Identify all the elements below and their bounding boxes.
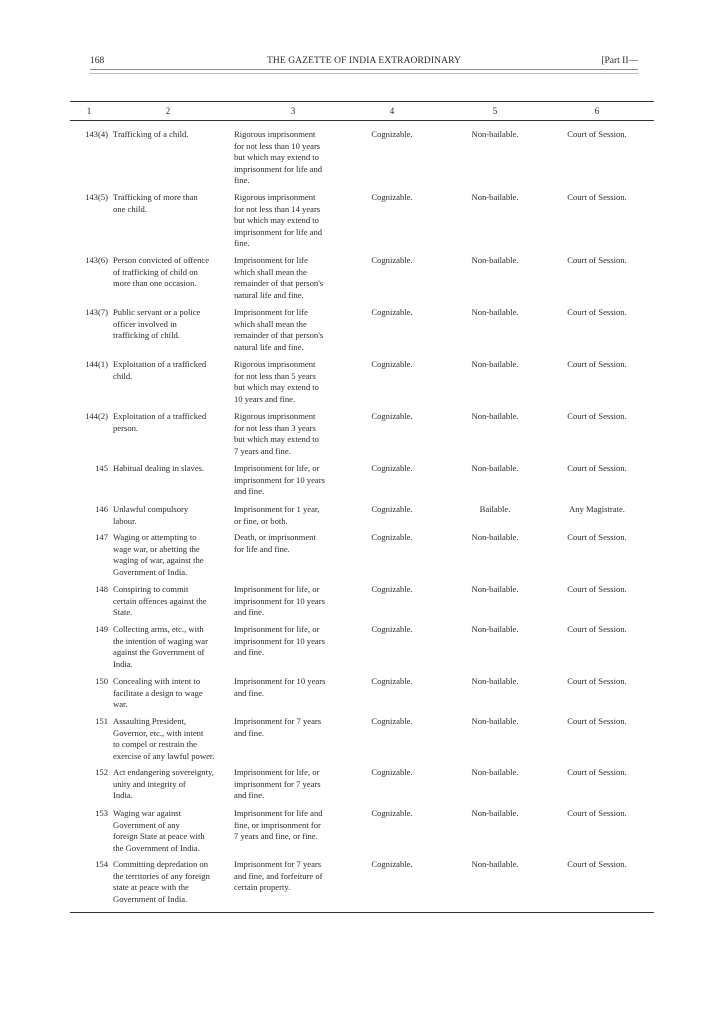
offence-cell-line: the territories of any foreign [113, 870, 210, 881]
table-header-row [70, 102, 654, 121]
punishment-cell-line: imprisonment for 7 years [234, 778, 321, 789]
punishment-cell-line: fine. [234, 238, 250, 249]
punishment-cell [234, 129, 352, 187]
punishment-cell-line: for not less than 5 years [234, 370, 316, 381]
punishment-cell-line: Rigorous imprisonment [234, 192, 316, 202]
punishment-cell-line: which shall mean the [234, 266, 307, 277]
punishment-cell-line: remainder of that person's [234, 278, 324, 289]
punishment-cell-line: and fine, and forfeiture of [234, 870, 323, 881]
cognizable-cell: Cognizable. [371, 255, 413, 265]
court-cell: Court of Session. [567, 307, 627, 317]
punishment-cell [234, 624, 352, 659]
page-number: 168 [90, 56, 105, 66]
offence-cell-line: Collecting arms, etc., with [113, 624, 204, 634]
offence-cell-line: Person convicted of offence [113, 255, 210, 265]
offence-cell-line: Unlawful compulsory [113, 504, 189, 514]
section-cell: 150 [95, 676, 108, 686]
punishment-cell-line: imprisonment for 10 years [234, 474, 325, 485]
offence-cell-line: state at peace with the [113, 882, 189, 893]
cognizable-cell: Cognizable. [371, 129, 413, 139]
offence-cell-line: war. [113, 699, 128, 710]
offence-cell-line: India. [113, 790, 133, 801]
offence-cell [113, 504, 234, 527]
court-cell: Court of Session. [567, 808, 627, 818]
offence-cell-line: one child. [113, 203, 147, 214]
court-cell: Court of Session. [567, 716, 627, 726]
punishment-cell-line: imprisonment for 10 years [234, 635, 325, 646]
offence-cell-line: Exploitation of a trafficked [113, 411, 207, 421]
punishment-cell-line: but which may extend to [234, 152, 319, 163]
offence-cell-line: Exploitation of a trafficked [113, 359, 207, 369]
punishment-cell-line: or fine, or both. [234, 515, 288, 526]
offence-cell-line: officer involved in [113, 318, 177, 329]
punishment-cell [234, 411, 352, 457]
punishment-cell-line: Imprisonment for life, or [234, 463, 320, 473]
court-cell: Court of Session. [567, 255, 627, 265]
punishment-cell-line: 7 years and fine, or fine. [234, 831, 318, 842]
court-cell: Court of Session. [567, 463, 627, 473]
section-cell: 143(5) [85, 192, 108, 202]
punishment-cell-line: Imprisonment for life and [234, 808, 323, 818]
offence-cell-line: certain offences against the [113, 595, 207, 606]
punishment-cell-line: imprisonment for life and [234, 226, 323, 237]
offence-cell-line: Act endangering sovereignty, [113, 767, 214, 777]
offence-cell-line: exercise of any lawful power. [113, 750, 215, 761]
punishment-cell-line: fine, or imprisonment for [234, 819, 321, 830]
offence-cell [113, 129, 234, 141]
offence-cell-line: Trafficking of more than [113, 192, 198, 202]
section-cell: 147 [95, 532, 108, 542]
column-header-4: 4 [389, 106, 395, 116]
offence-cell-line: waging of war, against the [113, 555, 204, 566]
offence-cell-line: of trafficking of child on [113, 266, 198, 277]
offence-cell-line: trafficking of child. [113, 330, 180, 341]
section-cell: 151 [95, 716, 108, 726]
offence-cell [113, 411, 234, 434]
bailable-cell: Non-bailable. [471, 716, 519, 726]
offence-cell-line: India. [113, 658, 133, 669]
bailable-cell: Non-bailable. [471, 532, 519, 542]
punishment-cell-line: for not less than 10 years [234, 140, 321, 151]
punishment-cell-line: fine. [234, 175, 250, 186]
punishment-cell-line: Imprisonment for 1 year, [234, 504, 320, 514]
offence-cell [113, 676, 234, 711]
offence-cell [113, 255, 234, 290]
cognizable-cell: Cognizable. [371, 532, 413, 542]
section-cell: 143(4) [85, 129, 108, 139]
punishment-cell-line: certain property. [234, 882, 291, 893]
section-cell: 154 [95, 859, 108, 869]
offence-cell-line: more than one occasion. [113, 278, 197, 289]
section-cell: 152 [95, 767, 108, 777]
section-cell: 145 [95, 463, 108, 473]
gazette-title: THE GAZETTE OF INDIA EXTRAORDINARY [267, 56, 461, 66]
punishment-cell-line: remainder of that person's [234, 330, 324, 341]
cognizable-cell: Cognizable. [371, 716, 413, 726]
court-cell: Court of Session. [567, 676, 627, 686]
offence-cell [113, 767, 234, 802]
punishment-cell-line: and fine. [234, 687, 265, 698]
offence-cell [113, 584, 234, 619]
court-cell: Court of Session. [567, 192, 627, 202]
punishment-cell-line: Imprisonment for life, or [234, 584, 320, 594]
punishment-cell-line: natural life and fine. [234, 341, 304, 352]
punishment-cell-line: imprisonment for 10 years [234, 595, 325, 606]
punishment-cell-line: for life and fine. [234, 543, 290, 554]
section-cell: 146 [95, 504, 108, 514]
section-cell: 144(2) [85, 411, 108, 421]
offence-cell-line: Assaulting President, [113, 716, 187, 726]
punishment-cell-line: and fine. [234, 607, 265, 618]
offence-cell-line: Government of any [113, 819, 180, 830]
punishment-cell [234, 463, 352, 498]
court-cell: Any Magistrate. [569, 504, 625, 514]
section-cell: 153 [95, 808, 108, 818]
section-cell: 149 [95, 624, 108, 634]
offence-cell-line: unity and integrity of [113, 778, 186, 789]
punishment-cell [234, 676, 352, 699]
offence-cell-line: foreign State at peace with [113, 831, 205, 842]
punishment-cell-line: Rigorous imprisonment [234, 359, 316, 369]
court-cell: Court of Session. [567, 532, 627, 542]
bailable-cell: Non-bailable. [471, 192, 519, 202]
punishment-cell-line: 10 years and fine. [234, 393, 296, 404]
part-label: [Part II— [601, 56, 638, 66]
offences-table [70, 101, 654, 904]
punishment-cell [234, 859, 352, 894]
offence-cell [113, 624, 234, 670]
table-bottom-rule [70, 912, 654, 913]
column-header-5: 5 [492, 106, 498, 116]
section-cell: 143(7) [85, 307, 108, 317]
punishment-cell-line: Death, or imprisonment [234, 532, 316, 542]
column-header-3: 3 [290, 106, 296, 116]
punishment-cell [234, 716, 352, 739]
offence-cell-line: Waging war against [113, 808, 182, 818]
offence-cell-line: Committing depredation on [113, 859, 208, 869]
bailable-cell: Non-bailable. [471, 129, 519, 139]
punishment-cell [234, 808, 352, 843]
offence-cell [113, 716, 234, 762]
cognizable-cell: Cognizable. [371, 808, 413, 818]
punishment-cell-line: and fine. [234, 647, 265, 658]
court-cell: Court of Session. [567, 859, 627, 869]
cognizable-cell: Cognizable. [371, 767, 413, 777]
bailable-cell: Non-bailable. [471, 624, 519, 634]
bailable-cell: Bailable. [479, 504, 511, 514]
offence-cell [113, 359, 234, 382]
punishment-cell-line: Imprisonment for life, or [234, 767, 320, 777]
punishment-cell-line: natural life and fine. [234, 289, 304, 300]
punishment-cell-line: which shall mean the [234, 318, 307, 329]
offence-cell-line: Concealing with intent to [113, 676, 201, 686]
offence-cell-line: Public servant or a police [113, 307, 201, 317]
offence-cell-line: Trafficking of a child. [113, 129, 189, 139]
offence-cell [113, 307, 234, 342]
court-cell: Court of Session. [567, 624, 627, 634]
bailable-cell: Non-bailable. [471, 463, 519, 473]
offence-cell-line: wage war, or abetting the [113, 543, 200, 554]
offence-cell-line: child. [113, 370, 133, 381]
bailable-cell: Non-bailable. [471, 255, 519, 265]
punishment-cell [234, 532, 352, 555]
punishment-cell-line: but which may extend to [234, 215, 319, 226]
punishment-cell-line: imprisonment for life and [234, 163, 323, 174]
punishment-cell-line: Imprisonment for 7 years [234, 859, 322, 869]
cognizable-cell: Cognizable. [371, 676, 413, 686]
punishment-cell [234, 504, 352, 527]
offence-cell-line: against the Government of [113, 647, 205, 658]
offence-cell [113, 463, 234, 475]
bailable-cell: Non-bailable. [471, 808, 519, 818]
punishment-cell-line: but which may extend to [234, 434, 319, 445]
punishment-cell-line: Imprisonment for 10 years [234, 676, 326, 686]
bailable-cell: Non-bailable. [471, 859, 519, 869]
section-cell: 143(6) [85, 255, 108, 265]
offence-cell-line: to compel or restrain the [113, 739, 197, 750]
cognizable-cell: Cognizable. [371, 192, 413, 202]
offence-cell-line: Governor, etc., with intent [113, 727, 204, 738]
offence-cell-line: the Government of India. [113, 842, 200, 853]
column-header-2: 2 [165, 106, 171, 116]
punishment-cell [234, 767, 352, 802]
offence-cell-line: facilitate a design to wage [113, 687, 203, 698]
punishment-cell-line: and fine. [234, 486, 265, 497]
bailable-cell: Non-bailable. [471, 307, 519, 317]
punishment-cell-line: but which may extend to [234, 382, 319, 393]
court-cell: Court of Session. [567, 129, 627, 139]
bailable-cell: Non-bailable. [471, 584, 519, 594]
court-cell: Court of Session. [567, 584, 627, 594]
offence-cell-line: labour. [113, 515, 137, 526]
punishment-cell-line: for not less than 14 years [234, 203, 321, 214]
offence-cell [113, 192, 234, 215]
cognizable-cell: Cognizable. [371, 411, 413, 421]
punishment-cell-line: for not less than 3 years [234, 422, 316, 433]
offence-cell-line: Habitual dealing in slaves. [113, 463, 205, 473]
offence-cell-line: Government of India. [113, 893, 188, 904]
punishment-cell-line: Imprisonment for life [234, 255, 308, 265]
court-cell: Court of Session. [567, 411, 627, 421]
offence-cell-line: Government of India. [113, 566, 188, 577]
offence-cell-line: person. [113, 422, 139, 433]
offence-cell-line: State. [113, 607, 133, 618]
offence-cell-line: Conspiring to commit [113, 584, 189, 594]
offence-cell [113, 859, 234, 905]
cognizable-cell: Cognizable. [371, 359, 413, 369]
section-cell: 148 [95, 584, 108, 594]
cognizable-cell: Cognizable. [371, 307, 413, 317]
punishment-cell [234, 255, 352, 301]
cognizable-cell: Cognizable. [371, 463, 413, 473]
bailable-cell: Non-bailable. [471, 411, 519, 421]
bailable-cell: Non-bailable. [471, 359, 519, 369]
punishment-cell-line: Rigorous imprisonment [234, 129, 316, 139]
punishment-cell-line: Imprisonment for life, or [234, 624, 320, 634]
punishment-cell-line: Rigorous imprisonment [234, 411, 316, 421]
court-cell: Court of Session. [567, 767, 627, 777]
header-divider [90, 69, 638, 74]
punishment-cell-line: 7 years and fine. [234, 445, 291, 456]
column-header-6: 6 [594, 106, 600, 116]
gazette-header [90, 54, 638, 68]
punishment-cell [234, 584, 352, 619]
bailable-cell: Non-bailable. [471, 676, 519, 686]
punishment-cell-line: Imprisonment for 7 years [234, 716, 322, 726]
cognizable-cell: Cognizable. [371, 504, 413, 514]
cognizable-cell: Cognizable. [371, 624, 413, 634]
offence-cell-line: the intention of waging war [113, 635, 208, 646]
punishment-cell-line: and fine. [234, 727, 265, 738]
court-cell: Court of Session. [567, 359, 627, 369]
offence-cell [113, 532, 234, 578]
punishment-cell [234, 307, 352, 353]
punishment-cell-line: and fine. [234, 790, 265, 801]
offence-cell-line: Waging or attempting to [113, 532, 197, 542]
column-header-1: 1 [86, 106, 92, 116]
punishment-cell [234, 192, 352, 250]
section-cell: 144(1) [85, 359, 108, 369]
punishment-cell-line: Imprisonment for life [234, 307, 308, 317]
cognizable-cell: Cognizable. [371, 859, 413, 869]
offence-cell [113, 808, 234, 854]
punishment-cell [234, 359, 352, 405]
cognizable-cell: Cognizable. [371, 584, 413, 594]
bailable-cell: Non-bailable. [471, 767, 519, 777]
